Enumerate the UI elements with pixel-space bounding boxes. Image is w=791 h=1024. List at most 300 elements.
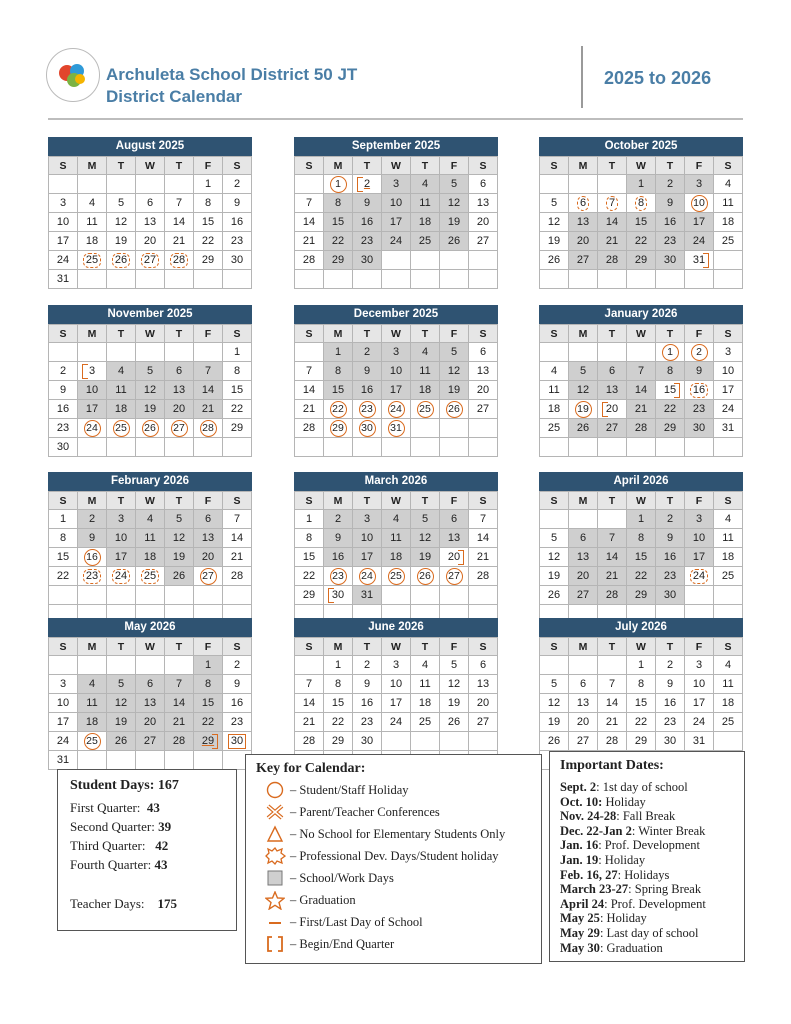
- day-number: 8: [233, 365, 241, 377]
- day-number: 22: [330, 401, 347, 418]
- day-number: 1: [637, 178, 645, 190]
- weekday-header: T: [656, 492, 685, 510]
- weekday-header: T: [353, 638, 382, 656]
- day-number: 26: [447, 235, 461, 247]
- important-date-description: : Graduation: [599, 940, 663, 955]
- month-calendar: [294, 137, 498, 289]
- empty-cell: [78, 270, 107, 289]
- day-cell: [569, 694, 598, 713]
- district-name: Archuleta School District 50 JT: [106, 65, 358, 84]
- fourth-quarter-value: 43: [154, 857, 168, 872]
- key-conferences: [264, 803, 440, 821]
- day-cell: [295, 529, 324, 548]
- week-row: [540, 175, 743, 194]
- key-graduation-label: – Graduation: [290, 892, 356, 907]
- week-row: [540, 548, 743, 567]
- day-number: 3: [695, 659, 703, 671]
- day-cell: [627, 251, 656, 270]
- week-row: [295, 438, 498, 457]
- empty-cell: [324, 438, 353, 457]
- day-cell: [440, 656, 469, 675]
- day-cell: [714, 232, 743, 251]
- day-cell: [194, 675, 223, 694]
- day-number: 20: [476, 697, 490, 709]
- day-number: 31: [56, 754, 70, 766]
- day-number: 23: [360, 716, 374, 728]
- empty-cell: [598, 656, 627, 675]
- day-number: 11: [86, 697, 98, 709]
- day-number: 27: [576, 254, 590, 266]
- day-number: 13: [576, 697, 590, 709]
- week-row: [540, 213, 743, 232]
- day-number: 8: [305, 532, 313, 544]
- day-number: 13: [143, 216, 157, 228]
- day-cell: [411, 213, 440, 232]
- day-number: 6: [175, 365, 183, 377]
- empty-cell: [78, 438, 107, 457]
- day-cell: [685, 548, 714, 567]
- day-cell: [49, 232, 78, 251]
- empty-cell: [107, 175, 136, 194]
- day-number: 25: [84, 733, 101, 750]
- week-row: [295, 362, 498, 381]
- day-cell: [78, 713, 107, 732]
- week-row: [49, 400, 252, 419]
- day-number: 25: [721, 570, 735, 582]
- weekday-header: F: [685, 492, 714, 510]
- day-cell: [49, 194, 78, 213]
- month-calendar: [48, 305, 252, 457]
- day-number: 24: [692, 235, 706, 247]
- month-calendar: [539, 137, 743, 289]
- day-cell: [295, 694, 324, 713]
- day-cell: [223, 194, 252, 213]
- weekday-header: W: [136, 157, 165, 175]
- day-number: 13: [172, 384, 186, 396]
- empty-cell: [194, 270, 223, 289]
- day-cell: [107, 194, 136, 213]
- day-number: 27: [200, 568, 217, 585]
- day-number: 1: [334, 659, 342, 671]
- day-number: 9: [363, 197, 371, 209]
- week-row: [49, 251, 252, 270]
- day-cell: [136, 675, 165, 694]
- day-cell: [540, 529, 569, 548]
- weekday-header: F: [194, 325, 223, 343]
- day-number: 16: [360, 697, 374, 709]
- day-number: 24: [389, 235, 403, 247]
- key-school-days: [264, 869, 394, 887]
- empty-cell: [78, 175, 107, 194]
- empty-cell: [411, 732, 440, 751]
- day-number: 5: [175, 513, 183, 525]
- weekday-header: M: [569, 157, 598, 175]
- key-prof-dev: [264, 847, 499, 865]
- week-row: [295, 529, 498, 548]
- day-cell: [223, 656, 252, 675]
- day-cell: [78, 194, 107, 213]
- day-number: 19: [547, 716, 561, 728]
- key-graduation: [264, 891, 356, 909]
- day-number: 16: [331, 551, 345, 563]
- day-number: 1: [637, 513, 645, 525]
- day-number: 17: [85, 403, 99, 415]
- x-cross-icon: [264, 803, 286, 821]
- day-cell: [353, 400, 382, 419]
- day-cell: [107, 732, 136, 751]
- day-number: 3: [724, 346, 732, 358]
- weekday-header: W: [136, 492, 165, 510]
- weekday-header: T: [656, 325, 685, 343]
- month-calendar: [48, 137, 252, 289]
- day-number: 2: [666, 659, 674, 671]
- day-number: 4: [724, 178, 732, 190]
- day-number: 23: [230, 235, 244, 247]
- weekday-header: T: [656, 157, 685, 175]
- empty-cell: [165, 438, 194, 457]
- day-number: 17: [692, 551, 706, 563]
- bracket-icon: [264, 935, 286, 953]
- day-number: 1: [334, 346, 342, 358]
- week-row: [295, 567, 498, 586]
- month-calendar: [48, 472, 252, 624]
- day-number: 13: [201, 532, 215, 544]
- day-cell: [107, 529, 136, 548]
- day-cell: [685, 400, 714, 419]
- day-number: 29: [201, 735, 215, 747]
- day-cell: [627, 381, 656, 400]
- day-cell: [598, 732, 627, 751]
- weekday-header: T: [107, 157, 136, 175]
- day-cell: [324, 194, 353, 213]
- day-cell: [223, 694, 252, 713]
- day-number: 9: [233, 678, 241, 690]
- day-cell: [714, 713, 743, 732]
- day-cell: [714, 362, 743, 381]
- fourth-quarter-label: Fourth Quarter:: [70, 857, 152, 872]
- day-cell: [411, 510, 440, 529]
- student-days-title: Student Days: 167: [70, 778, 179, 793]
- day-number: 13: [576, 551, 590, 563]
- day-number: 13: [476, 197, 490, 209]
- day-cell: [223, 675, 252, 694]
- day-cell: [194, 194, 223, 213]
- important-date: Nov. 24-28: [560, 809, 617, 824]
- weekday-header: S: [295, 157, 324, 175]
- empty-cell: [78, 656, 107, 675]
- day-number: 31: [360, 589, 374, 601]
- fourth-quarter-row: [70, 857, 167, 873]
- day-number: 14: [605, 697, 619, 709]
- empty-cell: [295, 343, 324, 362]
- empty-cell: [440, 438, 469, 457]
- day-cell: [353, 510, 382, 529]
- day-cell: [49, 213, 78, 232]
- week-row: [295, 548, 498, 567]
- day-number: 19: [447, 697, 461, 709]
- empty-cell: [469, 732, 498, 751]
- day-number: 4: [88, 678, 96, 690]
- key-first-last-label: – First/Last Day of School: [290, 914, 423, 929]
- empty-cell: [685, 438, 714, 457]
- weekday-header: W: [136, 325, 165, 343]
- day-cell: [685, 362, 714, 381]
- day-number: 4: [117, 365, 125, 377]
- day-cell: [107, 251, 136, 270]
- day-cell: [411, 194, 440, 213]
- day-cell: [295, 713, 324, 732]
- weekday-header: T: [598, 638, 627, 656]
- day-number: 11: [722, 197, 734, 209]
- day-number: 5: [450, 659, 458, 671]
- day-number: 20: [201, 551, 215, 563]
- week-row: [540, 510, 743, 529]
- empty-cell: [382, 438, 411, 457]
- day-number: 7: [305, 197, 313, 209]
- day-cell: [627, 213, 656, 232]
- day-cell: [627, 656, 656, 675]
- day-number: 30: [663, 254, 677, 266]
- day-cell: [107, 362, 136, 381]
- key-school-days-label: – School/Work Days: [290, 870, 394, 885]
- day-cell: [656, 713, 685, 732]
- day-cell: [49, 270, 78, 289]
- empty-cell: [685, 586, 714, 605]
- week-row: [540, 381, 743, 400]
- day-cell: [194, 510, 223, 529]
- empty-cell: [136, 438, 165, 457]
- week-row: [295, 270, 498, 289]
- day-cell: [194, 548, 223, 567]
- day-number: 16: [230, 697, 244, 709]
- day-cell: [598, 213, 627, 232]
- day-cell: [324, 548, 353, 567]
- empty-cell: [714, 438, 743, 457]
- empty-cell: [107, 343, 136, 362]
- day-number: 28: [170, 253, 188, 268]
- day-cell: [78, 510, 107, 529]
- day-cell: [295, 510, 324, 529]
- day-number: 3: [59, 197, 67, 209]
- week-row: [49, 194, 252, 213]
- day-number: 10: [389, 678, 403, 690]
- day-cell: [353, 213, 382, 232]
- day-number: 11: [86, 216, 98, 228]
- week-row: [295, 194, 498, 213]
- weekday-header: T: [165, 157, 194, 175]
- weekday-header: S: [469, 325, 498, 343]
- day-cell: [656, 251, 685, 270]
- day-number: 5: [450, 346, 458, 358]
- day-number: 16: [690, 383, 708, 398]
- day-cell: [353, 567, 382, 586]
- day-cell: [295, 251, 324, 270]
- day-number: 19: [447, 384, 461, 396]
- week-row: [540, 713, 743, 732]
- day-cell: [469, 529, 498, 548]
- weekday-header: S: [540, 157, 569, 175]
- day-number: 2: [88, 513, 96, 525]
- empty-cell: [107, 751, 136, 770]
- gray-square-icon: [264, 869, 286, 887]
- important-date-row: [560, 853, 645, 868]
- important-date-row: [560, 809, 675, 824]
- month-title: December 2025: [294, 305, 498, 324]
- weekday-header: T: [165, 325, 194, 343]
- day-number: 28: [605, 589, 619, 601]
- day-cell: [382, 194, 411, 213]
- day-number: 22: [201, 235, 215, 247]
- day-cell: [165, 694, 194, 713]
- empty-cell: [49, 343, 78, 362]
- month-table: [539, 324, 743, 457]
- empty-cell: [49, 656, 78, 675]
- day-number: 28: [634, 422, 648, 434]
- day-number: 10: [360, 532, 374, 544]
- empty-cell: [165, 175, 194, 194]
- day-number: 22: [634, 716, 648, 728]
- week-row: [295, 586, 498, 605]
- day-number: 2: [233, 659, 241, 671]
- day-cell: [382, 362, 411, 381]
- day-number: 27: [476, 716, 490, 728]
- month-calendar: [48, 618, 252, 770]
- day-number: 26: [547, 735, 561, 747]
- weekday-header: T: [411, 638, 440, 656]
- weekday-header: T: [107, 492, 136, 510]
- day-cell: [223, 175, 252, 194]
- day-number: 17: [721, 384, 735, 396]
- day-number: 18: [85, 235, 99, 247]
- day-cell: [540, 548, 569, 567]
- day-cell: [107, 232, 136, 251]
- empty-cell: [223, 586, 252, 605]
- day-number: 19: [547, 235, 561, 247]
- day-number: 24: [692, 716, 706, 728]
- week-row: [540, 656, 743, 675]
- starburst-icon: [264, 847, 286, 865]
- day-cell: [324, 213, 353, 232]
- day-cell: [382, 510, 411, 529]
- day-cell: [540, 251, 569, 270]
- weekday-header: S: [295, 325, 324, 343]
- weekday-header: M: [78, 638, 107, 656]
- day-number: 31: [692, 735, 706, 747]
- important-date-row: [560, 882, 701, 897]
- week-row: [49, 586, 252, 605]
- day-cell: [627, 548, 656, 567]
- day-number: 16: [230, 216, 244, 228]
- day-cell: [685, 381, 714, 400]
- week-row: [49, 510, 252, 529]
- day-cell: [194, 713, 223, 732]
- day-number: 24: [389, 716, 403, 728]
- day-cell: [295, 400, 324, 419]
- day-cell: [353, 586, 382, 605]
- day-cell: [598, 251, 627, 270]
- weekday-header: F: [440, 325, 469, 343]
- month-title: August 2025: [48, 137, 252, 156]
- day-cell: [165, 510, 194, 529]
- day-cell: [136, 510, 165, 529]
- day-number: 6: [579, 678, 587, 690]
- weekday-header: S: [295, 638, 324, 656]
- month-title: April 2026: [539, 472, 743, 491]
- day-cell: [165, 362, 194, 381]
- key-holiday: [264, 781, 409, 799]
- day-number: 14: [605, 551, 619, 563]
- day-cell: [194, 656, 223, 675]
- day-cell: [656, 419, 685, 438]
- weekday-header: T: [411, 325, 440, 343]
- day-number: 26: [112, 253, 130, 268]
- weekday-header: T: [165, 638, 194, 656]
- day-number: 24: [112, 569, 130, 584]
- empty-cell: [598, 438, 627, 457]
- day-cell: [136, 194, 165, 213]
- day-cell: [540, 567, 569, 586]
- day-cell: [324, 175, 353, 194]
- week-row: [540, 400, 743, 419]
- week-row: [295, 232, 498, 251]
- week-row: [540, 251, 743, 270]
- day-cell: [49, 529, 78, 548]
- day-cell: [353, 529, 382, 548]
- day-cell: [627, 419, 656, 438]
- day-cell: [136, 419, 165, 438]
- day-number: 8: [334, 197, 342, 209]
- day-number: 30: [663, 589, 677, 601]
- week-row: [49, 362, 252, 381]
- day-cell: [598, 694, 627, 713]
- year-range: 2025 to 2026: [604, 68, 712, 88]
- day-number: 22: [663, 403, 677, 415]
- day-number: 25: [417, 401, 434, 418]
- empty-cell: [569, 656, 598, 675]
- day-cell: [194, 251, 223, 270]
- day-cell: [627, 510, 656, 529]
- weekday-header: F: [194, 638, 223, 656]
- day-cell: [353, 675, 382, 694]
- day-cell: [598, 548, 627, 567]
- dash-icon: [264, 913, 286, 931]
- month-title: October 2025: [539, 137, 743, 156]
- month-table: [48, 156, 252, 289]
- day-number: 22: [230, 403, 244, 415]
- day-number: 10: [56, 216, 70, 228]
- day-cell: [136, 362, 165, 381]
- day-cell: [382, 400, 411, 419]
- day-number: 18: [418, 216, 432, 228]
- weekday-header: T: [656, 638, 685, 656]
- day-number: 11: [722, 532, 734, 544]
- day-number: 25: [83, 253, 101, 268]
- month-title: November 2025: [48, 305, 252, 324]
- day-number: 20: [605, 403, 619, 415]
- weekday-header: M: [569, 492, 598, 510]
- weekday-header: T: [107, 325, 136, 343]
- weekday-header: S: [469, 638, 498, 656]
- day-cell: [685, 694, 714, 713]
- day-number: 28: [302, 422, 316, 434]
- month-table: [539, 156, 743, 289]
- day-number: 11: [419, 678, 431, 690]
- day-cell: [627, 694, 656, 713]
- day-number: 3: [392, 346, 400, 358]
- day-number: 16: [360, 384, 374, 396]
- day-cell: [324, 400, 353, 419]
- day-number: 13: [576, 216, 590, 228]
